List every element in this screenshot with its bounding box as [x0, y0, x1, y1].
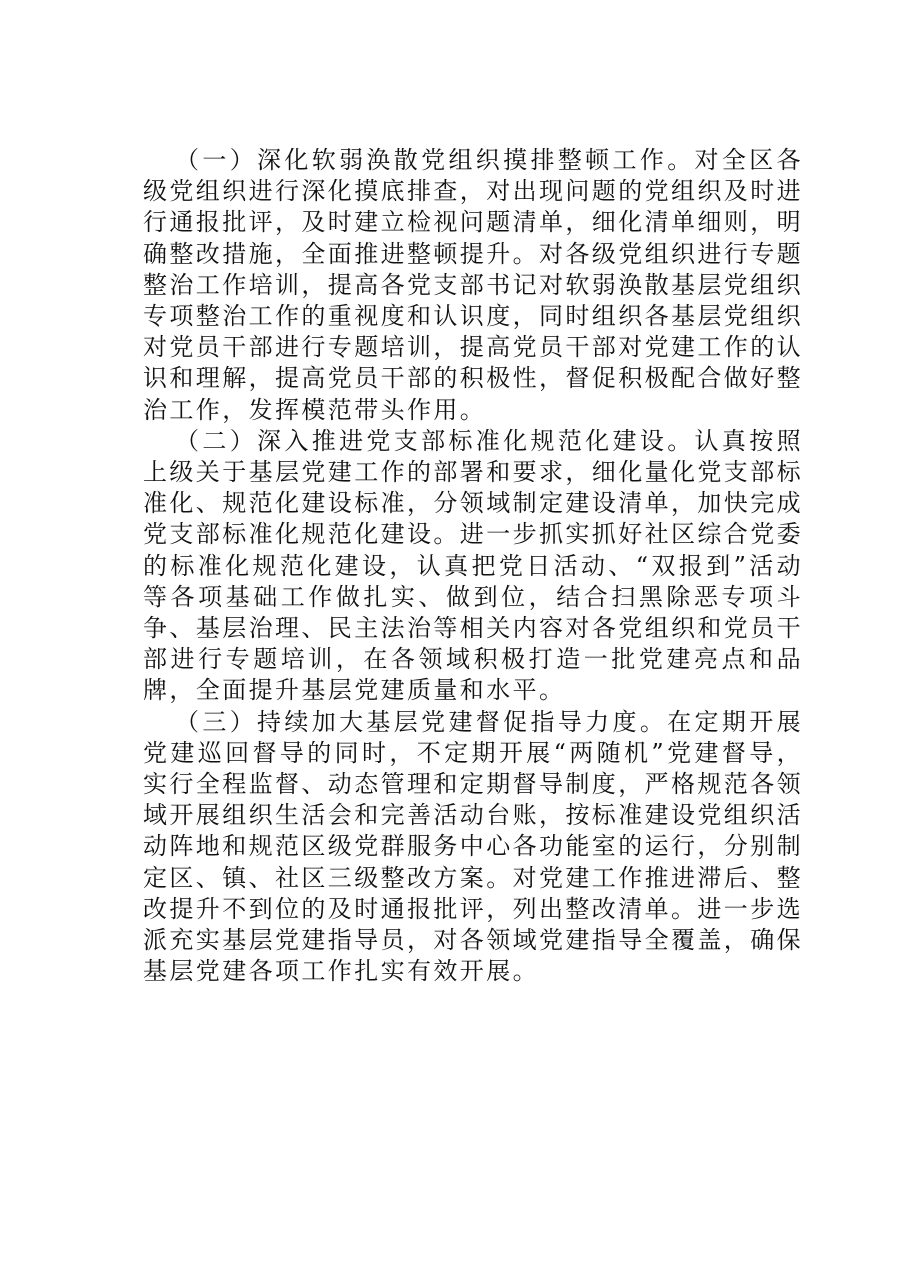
- paragraph-2: （二）深入推进党支部标准化规范化建设。认真按照上级关于基层党建工作的部署和要求，细化量化党支部标准化、规范化建设标准，分领域制定建设清单，加快完成党支部标准化规范化建设。进一步抓实抓好社区综合党委的标准化规范化建设，认真把党日活动、“双报到”活动等各项基础工作做扎实、做到位，结合扫黑除恶专项斗争、基层治理、民主法治等相关内容对各党组织和党员干部进行专题培训，在各领域积极打造一批党建亮点和品牌，全面提升基层党建质量和水平。: [143, 426, 803, 705]
- paragraph-3: （三）持续加大基层党建督促指导力度。在定期开展党建巡回督导的同时，不定期开展“两随机”党建督导，实行全程监督、动态管理和定期督导制度，严格规范各领域开展组织生活会和完善活动台账，按标准建设党组织活动阵地和规范区级党群服务中心各功能室的运行，分别制定区、镇、社区三级整改方案。对党建工作推进滞后、整改提升不到位的及时通报批评，列出整改清单。进一步选派充实基层党建指导员，对各领域党建指导全覆盖，确保基层党建各项工作扎实有效开展。: [143, 707, 803, 986]
- paragraph-1: （一）深化软弱涣散党组织摸排整顿工作。对全区各级党组织进行深化摸底排查，对出现问题的党组织及时进行通报批评，及时建立检视问题清单，细化清单细则，明确整改措施，全面推进整顿提升。对各级党组织进行专题整治工作培训，提高各党支部书记对软弱涣散基层党组织专项整治工作的重视度和认识度，同时组织各基层党组织对党员干部进行专题培训，提高党员干部对党建工作的认识和理解，提高党员干部的积极性，督促积极配合做好整治工作，发挥模范带头作用。: [143, 146, 803, 424]
- document-body: [143, 145, 803, 987]
